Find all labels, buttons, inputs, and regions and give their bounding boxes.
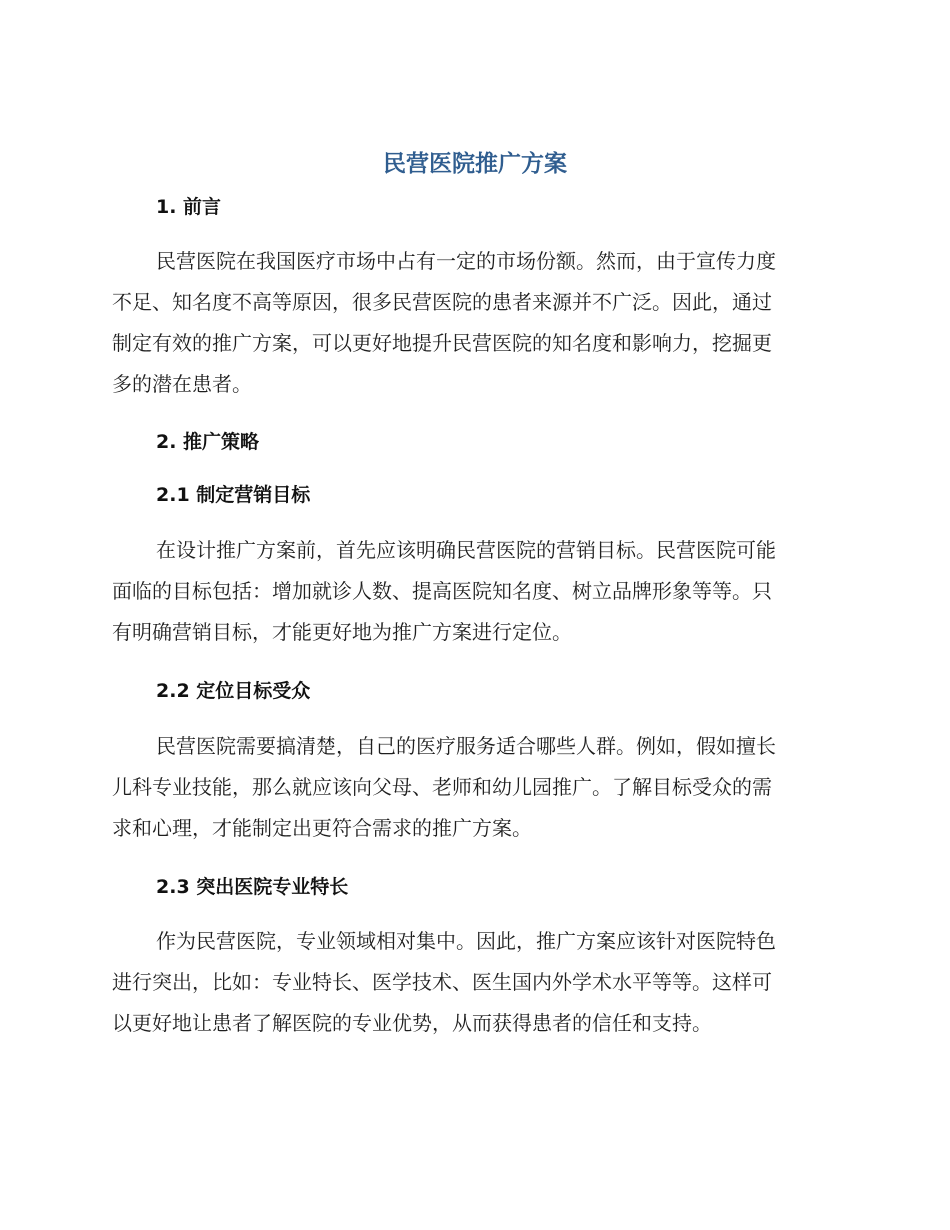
section-paragraph-marketing-goals <box>112 530 836 653</box>
paragraph-line: 制定有效的推广方案，可以更好地提升民营医院的知名度和影响力，挖掘更 <box>112 331 772 355</box>
section-heading-target-audience: 2.2 定位目标受众 <box>156 680 311 702</box>
paragraph-line: 以更好地让患者了解医院的专业优势，从而获得患者的信任和支持。 <box>112 1011 712 1035</box>
section-heading-strategy: 2. 推广策略 <box>156 431 260 453</box>
section-paragraph-target-audience <box>112 726 836 849</box>
paragraph-line: 民营医院在我国医疗市场中占有一定的市场份额。然而，由于宣传力度 <box>156 249 776 273</box>
paragraph-line: 不足、知名度不高等原因，很多民营医院的患者来源并不广泛。因此，通过 <box>112 290 772 314</box>
paragraph-line: 多的潜在患者。 <box>112 372 252 396</box>
paragraph-line: 求和心理，才能制定出更符合需求的推广方案。 <box>112 816 532 840</box>
document-title: 民营医院推广方案 <box>383 151 567 177</box>
paragraph-line: 进行突出，比如：专业特长、医学技术、医生国内外学术水平等等。这样可 <box>112 970 772 994</box>
paragraph-line: 儿科专业技能，那么就应该向父母、老师和幼儿园推广。了解目标受众的需 <box>112 775 772 799</box>
paragraph-line: 民营医院需要搞清楚，自己的医疗服务适合哪些人群。例如，假如擅长 <box>156 734 776 758</box>
paragraph-line: 面临的目标包括：增加就诊人数、提高医院知名度、树立品牌形象等等。只 <box>112 579 772 603</box>
section-heading-preface: 1. 前言 <box>156 196 222 218</box>
section-paragraph-specialties <box>112 921 836 1044</box>
section-paragraph-preface <box>112 241 836 405</box>
paragraph-line: 有明确营销目标，才能更好地为推广方案进行定位。 <box>112 620 572 644</box>
section-heading-specialties: 2.3 突出医院专业特长 <box>156 876 349 898</box>
paragraph-line: 作为民营医院，专业领域相对集中。因此，推广方案应该针对医院特色 <box>156 929 776 953</box>
section-heading-marketing-goals: 2.1 制定营销目标 <box>156 484 311 506</box>
paragraph-line: 在设计推广方案前，首先应该明确民营医院的营销目标。民营医院可能 <box>156 538 776 562</box>
